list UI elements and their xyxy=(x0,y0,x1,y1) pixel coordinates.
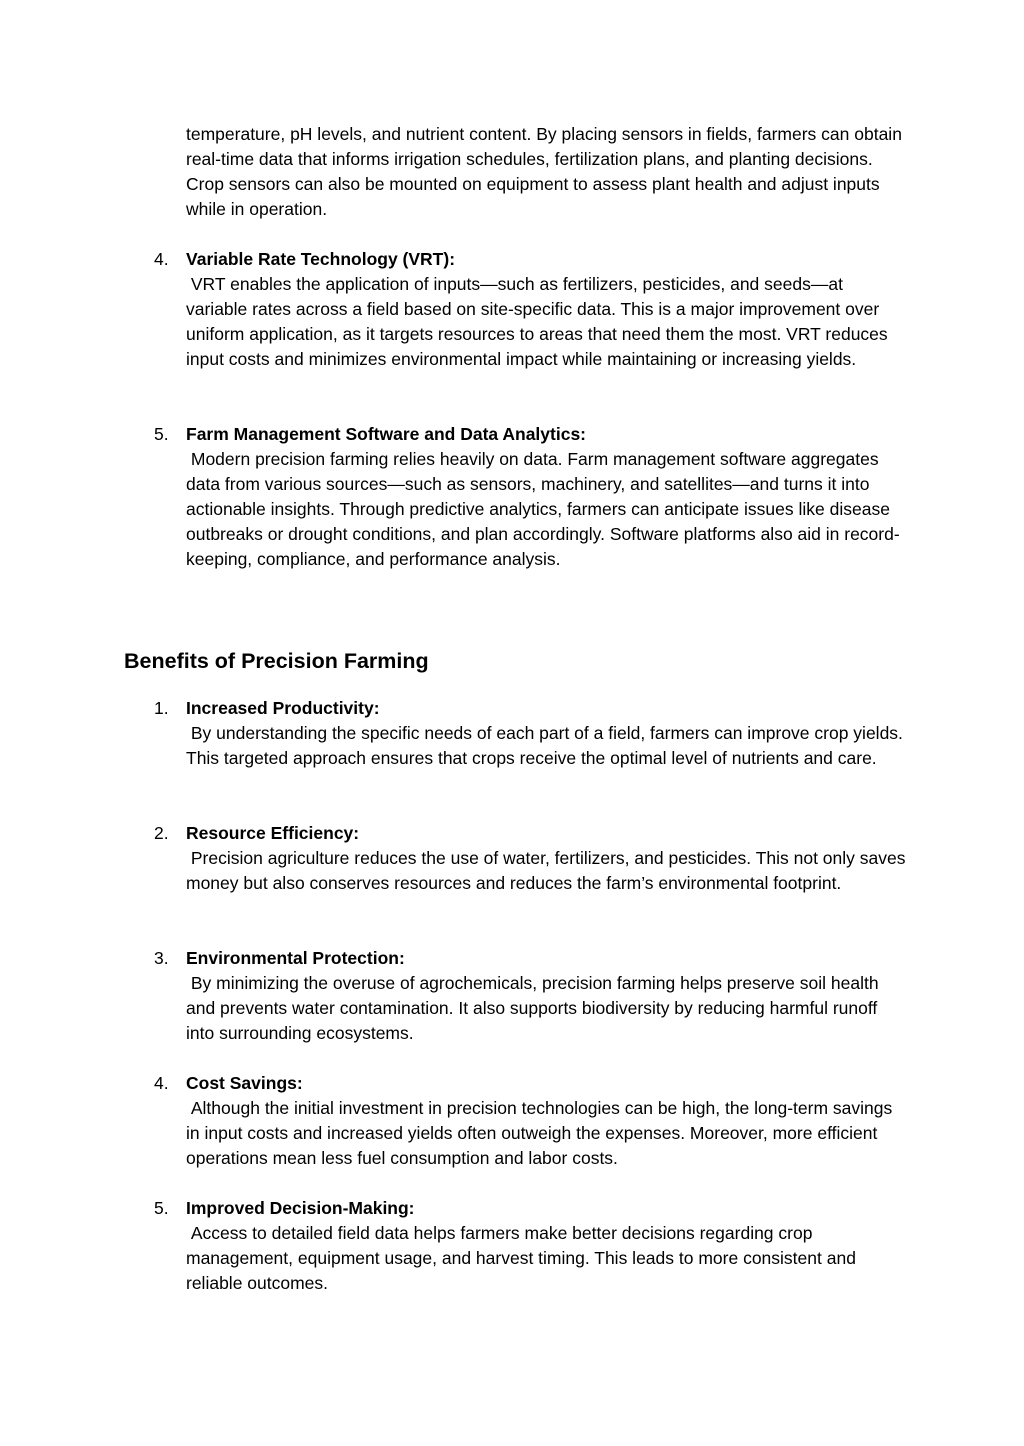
list-item-body xyxy=(186,247,906,372)
continued-paragraph: temperature, pH levels, and nutrient content. By placing sensors in fields, farmers can obtain real-time data that informs irrigation schedules, fertilization plans, and planting decisions. Crop sensors can also be mounted on equipment to assess plant health and adjust inputs while in operation. xyxy=(186,124,902,219)
list-number: 1. xyxy=(154,698,169,718)
list-number: 2. xyxy=(154,823,169,843)
list-item-body xyxy=(186,1071,906,1171)
list-number: 5. xyxy=(154,424,169,444)
list-number: 4. xyxy=(154,1073,169,1093)
list-item-text-content: Modern precision farming relies heavily on data. Farm management software aggregates data from various sources—such as sensors, machinery, and satellites—and turns it into actionable insights. Through predictive analytics, farmers can anticipate issues like disease outbreaks or drought conditions, and plan accordingly. Software platforms also aid in record-keeping, compliance, and performance analysis. xyxy=(186,449,900,569)
list-item-body xyxy=(186,1196,906,1296)
list-item-text xyxy=(186,721,906,771)
list-number: 3. xyxy=(154,948,169,968)
list-item-text xyxy=(186,1221,906,1296)
list-item-title: Improved Decision-Making: xyxy=(186,1198,415,1218)
list-item-text-content: Access to detailed field data helps farmers make better decisions regarding crop management, equipment usage, and harvest timing. This leads to more consistent and reliable outcomes. xyxy=(186,1223,856,1293)
list-item-body xyxy=(186,422,906,572)
list-item-body xyxy=(186,696,906,771)
list-item-title: Cost Savings: xyxy=(186,1073,303,1093)
list-item-title: Farm Management Software and Data Analytics: xyxy=(186,424,587,444)
list-item-text xyxy=(186,272,906,372)
list-item-body xyxy=(186,821,906,896)
list-item-title: Increased Productivity: xyxy=(186,698,380,718)
list-item-text xyxy=(186,447,906,572)
list-item-text-content: Although the initial investment in precision technologies can be high, the long-term savings in input costs and increased yields often outweigh the expenses. Moreover, more efficient operations mean less fuel consumption and labor costs. xyxy=(186,1098,893,1168)
list-item-text xyxy=(186,971,906,1046)
list-item-title: Resource Efficiency: xyxy=(186,823,360,843)
list-item-title: Environmental Protection: xyxy=(186,948,405,968)
list-number: 4. xyxy=(154,249,169,269)
list-item-text xyxy=(186,1096,906,1171)
list-item-body xyxy=(186,946,906,1046)
list-number: 5. xyxy=(154,1198,169,1218)
list-item-title: Variable Rate Technology (VRT): xyxy=(186,249,456,269)
benefits-heading: Benefits of Precision Farming xyxy=(124,649,429,673)
list-item-text-content: Precision agriculture reduces the use of water, fertilizers, and pesticides. This not only saves money but also conserves resources and reduces the farm’s environmental footprint. xyxy=(186,848,906,893)
list-item-text xyxy=(186,846,906,896)
list-item-text-content: By minimizing the overuse of agrochemicals, precision farming helps preserve soil health and prevents water contamination. It also supports biodiversity by reducing harmful runoff into surrounding ecosystems. xyxy=(186,973,879,1043)
list-item-text-content: VRT enables the application of inputs—such as fertilizers, pesticides, and seeds—at variable rates across a field based on site-specific data. This is a major improvement over uniform application, as it targets resources to areas that need them the most. VRT reduces input costs and minimizes environmental impact while maintaining or increasing yields. xyxy=(186,274,888,369)
list-item-text-content: By understanding the specific needs of each part of a field, farmers can improve crop yields. This targeted approach ensures that crops receive the optimal level of nutrients and care. xyxy=(186,723,903,768)
